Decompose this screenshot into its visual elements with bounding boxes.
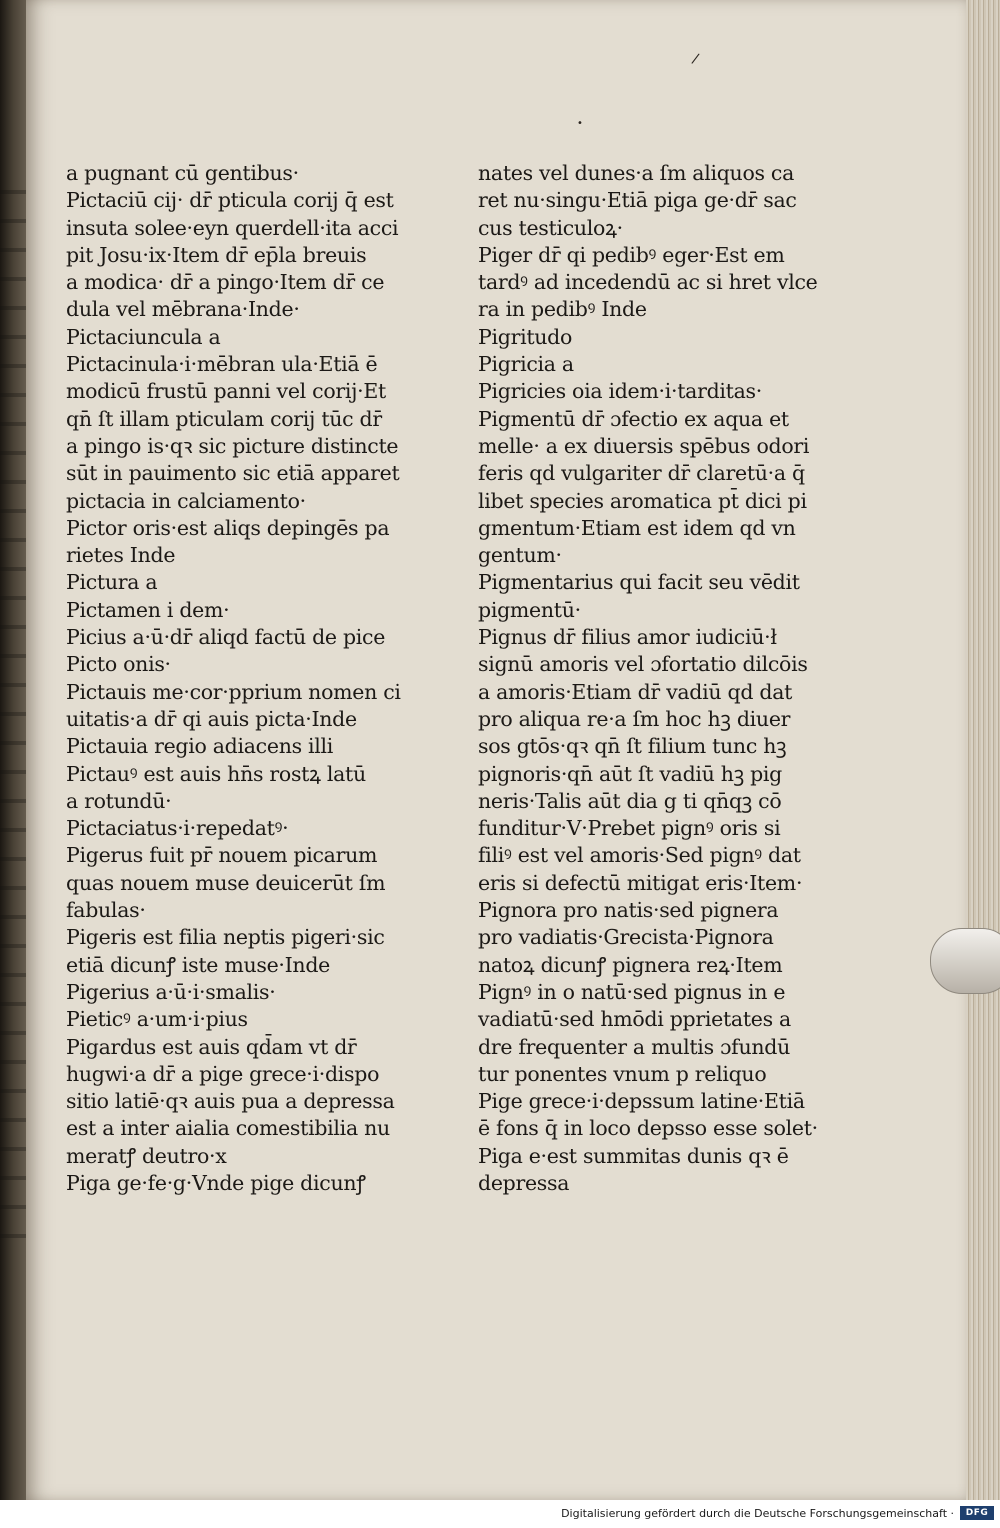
text-line: signū amoris vel ɔfortatio dilcōis	[478, 652, 808, 677]
text-line: Pigritudo	[478, 324, 573, 349]
text-line: neris·Talis aūt dia g ti qn̄qꝫ cō	[478, 788, 782, 813]
text-line: Pigeris est filia neptis pigeri·sic	[66, 925, 385, 950]
text-line: Pignꝰ in o natū·sed pignus in e	[478, 979, 786, 1004]
footer-bar	[0, 1500, 1000, 1528]
text-line: sos gtōs·qꝛ qn̄ ſt filium tunc hꝫ	[478, 734, 787, 759]
dfg-logo: DFG	[960, 1506, 994, 1520]
text-line: Piga ge·fe·g·Vnde pige dicunꝭ	[66, 1170, 366, 1195]
text-line: Picius a·ū·dr̄ aliqd factū de pice	[66, 625, 386, 650]
text-line: Pigricia a	[478, 352, 574, 377]
text-line: ra in pedibꝰ Inde	[478, 297, 647, 322]
text-line: pignoris·qn̄ aūt ſt vadiū hꝫ pig	[478, 761, 783, 786]
text-line: fabulas·	[66, 898, 146, 923]
text-line: melle· a ex diuersis spēbus odori	[478, 433, 810, 458]
page-edge-stack	[966, 0, 1000, 1500]
text-line: a amoris·Etiam dr̄ vadiū qd dat	[478, 679, 793, 704]
text-line: meratꝭ deutro·x	[66, 1143, 227, 1168]
text-line: Pictauꝰ est auis hn̄s rostꝝ latū	[66, 761, 366, 786]
text-line: pictacia in calciamento·	[66, 488, 306, 513]
text-line: dula vel mēbrana·Inde·	[66, 297, 300, 322]
text-line: depressa	[478, 1170, 570, 1195]
text-line: a pingo is·qꝛ sic picture distincte	[66, 433, 399, 458]
text-line: a rotundū·	[66, 788, 172, 813]
text-line: a pugnant cū gentibus·	[66, 161, 299, 185]
text-line: pigmentū·	[478, 597, 581, 622]
text-line: etiā dicunꝭ iste muse·Inde	[66, 952, 330, 977]
text-line: gmentum·Etiam est idem qd vn	[478, 515, 796, 540]
text-line: Pictaciuncula a	[66, 324, 221, 349]
ink-dot: •	[577, 118, 583, 129]
text-line: Pictauia regio adiacens illi	[66, 734, 334, 759]
right-text-column	[478, 160, 818, 1197]
text-line: Pictor oris·est aliqs depingēs pa	[66, 515, 390, 540]
text-line: est a inter aialia comestibilia nu	[66, 1116, 390, 1141]
text-line: pro aliqua re·a ſm hoc hꝫ diuer	[478, 706, 791, 731]
text-line: gentum·	[478, 543, 562, 568]
text-line: rietes Inde	[66, 543, 176, 568]
ink-mark: /	[690, 50, 701, 68]
text-line: sūt in pauimento sic etiā apparet	[66, 461, 400, 486]
text-line: vadiatū·sed hmōdi pprietates a	[478, 1007, 791, 1032]
text-line: nates vel dunes·a ſm aliquos ca	[478, 161, 795, 185]
text-line: Pictamen i dem·	[66, 597, 230, 622]
text-line: funditur·V·Prebet pignꝰ oris si	[478, 816, 781, 841]
text-line: Piger dr̄ qi pedibꝰ eger·Est em	[478, 242, 785, 267]
text-line: dre frequenter a multis ɔfundū	[478, 1034, 791, 1059]
text-line: modicū frustū panni vel corij·Et	[66, 379, 386, 404]
text-line: Pieticꝰ a·um·i·pius	[66, 1007, 248, 1032]
text-line: Pigmentū dr̄ ɔfectio ex aqua et	[478, 406, 789, 431]
text-line: Pictacinula·i·mēbran ula·Etiā ē	[66, 352, 378, 377]
text-line: uitatis·a dr̄ qi auis picta·Inde	[66, 706, 357, 731]
text-line: filiꝰ est vel amoris·Sed pignꝰ dat	[478, 843, 801, 868]
text-line: natoꝝ dicunꝭ pignera reꝝ·Item	[478, 952, 783, 977]
text-line: hugwi·a dr̄ a pige grece·i·dispo	[66, 1061, 380, 1086]
text-line: ret nu·singu·Etiā piga ge·dr̄ sac	[478, 188, 797, 213]
text-line: Pigerus fuit pr̄ nouem picarum	[66, 843, 378, 868]
text-line: pro vadiatis·Grecista·Pignora	[478, 925, 774, 950]
text-line: Piga e·est summitas dunis qꝛ ē	[478, 1143, 789, 1168]
text-line: Picto onis·	[66, 652, 171, 677]
text-line: Pictaciatus·i·repedatꝰ·	[66, 816, 289, 841]
previous-page-edge-text	[0, 190, 26, 1240]
text-line: libet species aromatica pt̄ dici pi	[478, 488, 807, 513]
text-line: Pige grece·i·depssum latine·Etiā	[478, 1089, 805, 1114]
left-text-column	[66, 160, 406, 1197]
text-line: Pigerius a·ū·i·smalis·	[66, 979, 276, 1004]
text-line: Pignora pro natis·sed pignera	[478, 898, 779, 923]
text-line: qn̄ ſt illam pticulam corij tūc dr̄	[66, 406, 382, 431]
text-line: cus testiculoꝝ·	[478, 215, 623, 240]
text-line: feris qd vulgariter dr̄ claretū·a q̄	[478, 461, 805, 486]
text-line: Pictaciū cij· dr̄ pticula corij q̄ est	[66, 188, 394, 213]
text-line: ē fons q̄ in loco depsso esse solet·	[478, 1116, 818, 1141]
text-line: eris si defectū mitigat eris·Item·	[478, 870, 803, 895]
text-line: sitio latiē·qꝛ auis pua a depressa	[66, 1089, 395, 1114]
text-line: Pigmentarius qui facit seu vēdit	[478, 570, 800, 595]
text-line: Pictura a	[66, 570, 158, 595]
text-line: a modica· dr̄ a pingo·Item dr̄ ce	[66, 270, 385, 295]
text-line: quas nouem muse deuicerūt ſm	[66, 870, 386, 895]
text-line: pit Josu·ix·Item dr̄ ep̄la breuis	[66, 242, 367, 267]
text-line: Pigardus est auis qd̄am vt dr̄	[66, 1034, 357, 1059]
page-clip	[930, 928, 1000, 994]
text-line: Pigricies oia idem·i·tarditas·	[478, 379, 762, 404]
footer-credit: Digitalisierung gefördert durch die Deutsche Forschungsgemeinschaft ·	[561, 1507, 954, 1520]
text-line: Pignus dr̄ filius amor iudiciū·ł	[478, 625, 777, 650]
text-line: Pictauis me·cor·pprium nomen ci	[66, 679, 401, 704]
text-line: tardꝰ ad incedendū ac si hret vlce	[478, 270, 818, 295]
text-line: tur ponentes vnum p reliquo	[478, 1061, 767, 1086]
text-line: insuta solee·eyn querdell·ita acci	[66, 215, 399, 240]
